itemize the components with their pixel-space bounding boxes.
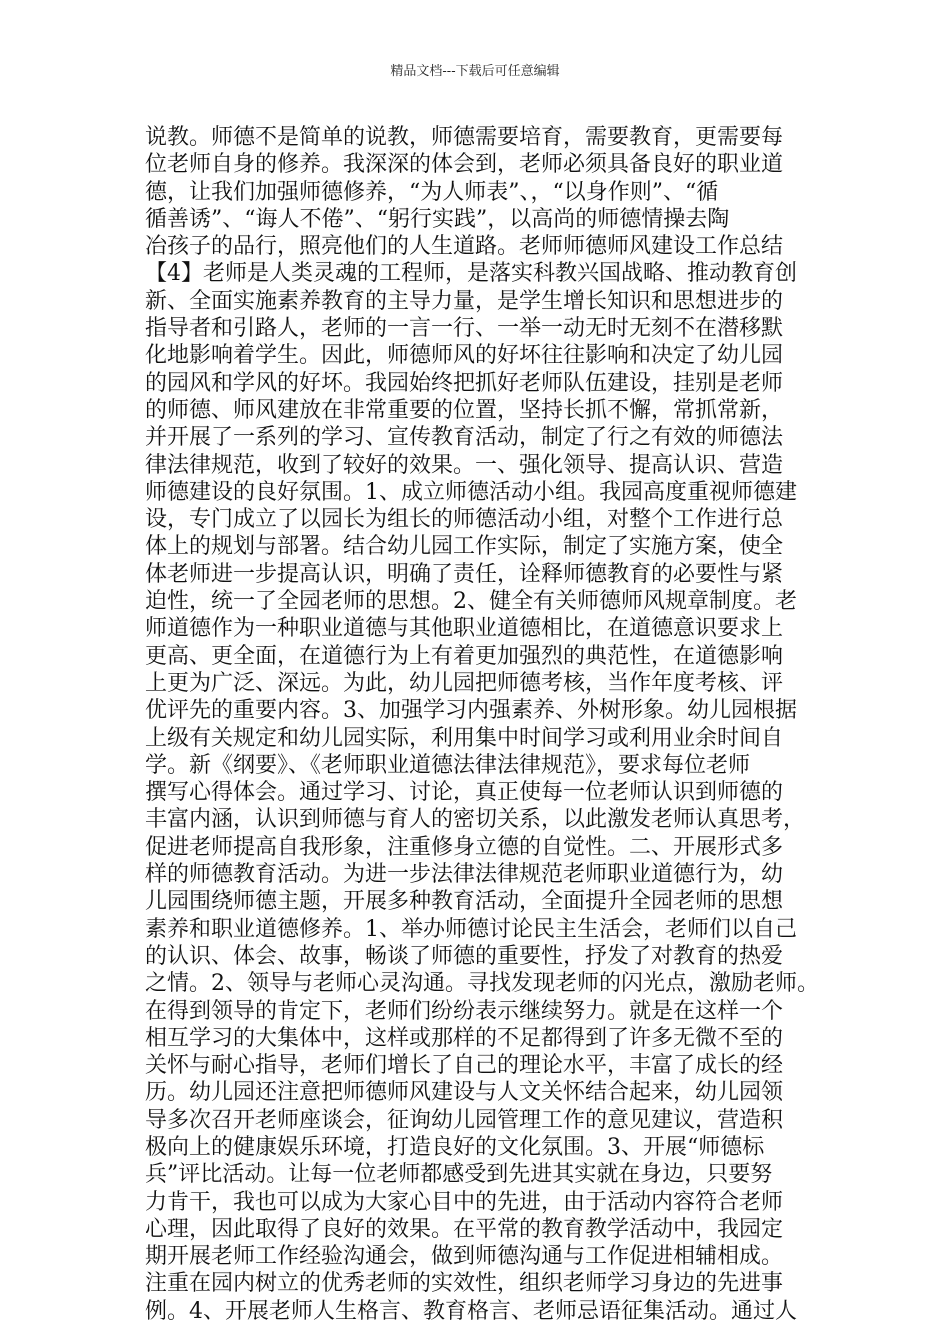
- text-line: 化地影响着学生。因此，师德师风的好坏往往影响和决定了幼儿园: [145, 343, 784, 369]
- text-line: 位老师自身的修养。我深深的体会到，老师必须具备良好的职业道: [145, 152, 784, 178]
- text-line: 优评先的重要内容。3、加强学习内强素养、外树形象。幼儿园根据: [145, 698, 797, 724]
- text-line: 律法律规范，收到了较好的效果。一、强化领导、提高认识、营造: [145, 452, 784, 478]
- text-line: 德，让我们加强师德修养，“为人师表”、，“以身作则”、“循: [145, 179, 719, 205]
- text-line: 在得到领导的肯定下，老师们纷纷表示继续努力。就是在这样一个: [145, 998, 784, 1024]
- text-line: 相互学习的大集体中，这样或那样的不足都得到了许多无微不至的: [145, 1025, 784, 1051]
- text-line: 新、全面实施素养教育的主导力量，是学生增长知识和思想进步的: [145, 288, 784, 314]
- text-line: 力肯干，我也可以成为大家心目中的先进，由于活动内容符合老师: [145, 1189, 784, 1215]
- text-line: 儿园围绕师德主题，开展多种教育活动，全面提升全园老师的思想: [145, 889, 784, 915]
- text-line: 上更为广泛、深远。为此，幼儿园把师德考核，当作年度考核、评: [145, 670, 784, 696]
- text-line: 兵”评比活动。让每一位老师都感受到先进其实就在身边，只要努: [145, 1162, 773, 1188]
- text-line: 关怀与耐心指导，老师们增长了自己的理论水平，丰富了成长的经: [145, 1053, 784, 1079]
- text-line: 学。新《纲要》、《老师职业道德法律法律规范》，要求每位老师: [145, 752, 751, 778]
- text-line: 注重在园内树立的优秀老师的实效性，组织老师学习身边的先进事: [145, 1271, 784, 1297]
- text-line: 体上的规划与部署。结合幼儿园工作实际，制定了实施方案，使全: [145, 534, 784, 560]
- text-line: 上级有关规定和幼儿园实际，利用集中时间学习或利用业余时间自: [145, 725, 784, 751]
- text-line: 更高、更全面，在道德行为上有着更加强烈的典范性，在道德影响: [145, 643, 784, 669]
- text-line: 并开展了一系列的学习、宣传教育活动，制定了行之有效的师德法: [145, 425, 784, 451]
- text-line: 体老师进一步提高认识，明确了责任，诠释师德教育的必要性与紧: [145, 561, 784, 587]
- text-line: 设，专门成立了以园长为组长的师德活动小组，对整个工作进行总: [145, 507, 784, 533]
- text-line: 指导者和引路人，老师的一言一行、一举一动无时无刻不在潜移默: [145, 316, 784, 342]
- text-line: 心理，因此取得了良好的效果。在平常的教育教学活动中，我园定: [145, 1216, 784, 1242]
- text-line: 冶孩子的品行，照亮他们的人生道路。老师师德师风建设工作总结: [145, 234, 784, 260]
- text-line: 样的师德教育活动。为进一步法律法律规范老师职业道德行为，幼: [145, 862, 784, 888]
- text-line: 期开展老师工作经验沟通会，做到师德沟通与工作促进相辅相成。: [145, 1244, 784, 1270]
- text-line: 的认识、体会、故事，畅谈了师德的重要性，抒发了对教育的热爱: [145, 943, 784, 969]
- text-line: 导多次召开老师座谈会，征询幼儿园管理工作的意见建议，营造积: [145, 1107, 784, 1133]
- text-line: 师道德作为一种职业道德与其他职业道德相比，在道德意识要求上: [145, 616, 784, 642]
- text-line: 促进老师提高自我形象，注重修身立德的自觉性。二、开展形式多: [145, 834, 784, 860]
- text-line: 撰写心得体会。通过学习、讨论，真正使每一位老师认识到师德的: [145, 780, 784, 806]
- text-line: 迫性，统一了全园老师的思想。2、健全有关师德师风规章制度。老: [145, 589, 797, 615]
- page-header: 精品文档---下载后可任意编辑: [390, 64, 560, 79]
- document-body: [145, 124, 825, 1325]
- text-line: 之情。2、领导与老师心灵沟通。寻找发现老师的闪光点，激励老师。: [145, 971, 819, 997]
- text-line: 历。幼儿园还注意把师德师风建设与人文关怀结合起来，幼儿园领: [145, 1080, 784, 1106]
- text-line: 循善诱”、“诲人不倦”、“躬行实践”，以高尚的师德情操去陶: [145, 206, 730, 232]
- text-line: 的师德、师风建放在非常重要的位置，坚持长抓不懈，常抓常新，: [145, 397, 784, 423]
- text-line: 【4】老师是人类灵魂的工程师，是落实科教兴国战略、推动教育创: [145, 261, 797, 287]
- text-line: 极向上的健康娱乐环境，打造良好的文化氛围。3、开展“师德标: [145, 1134, 765, 1160]
- text-line: 例。4、开展老师人生格言、教育格言、老师忌语征集活动。通过人: [145, 1298, 797, 1324]
- text-line: 素养和职业道德修养。1、举办师德讨论民主生活会，老师们以自己: [145, 916, 797, 942]
- text-line: 说教。师德不是简单的说教，师德需要培育，需要教育，更需要每: [145, 125, 784, 150]
- text-line: 丰富内涵，认识到师德与育人的密切关系，以此激发老师认真思考，: [145, 807, 806, 833]
- text-line: 的园风和学风的好坏。我园始终把抓好老师队伍建设，挂别是老师: [145, 370, 784, 396]
- text-line: 师德建设的良好氛围。1、成立师德活动小组。我园高度重视师德建: [145, 479, 797, 505]
